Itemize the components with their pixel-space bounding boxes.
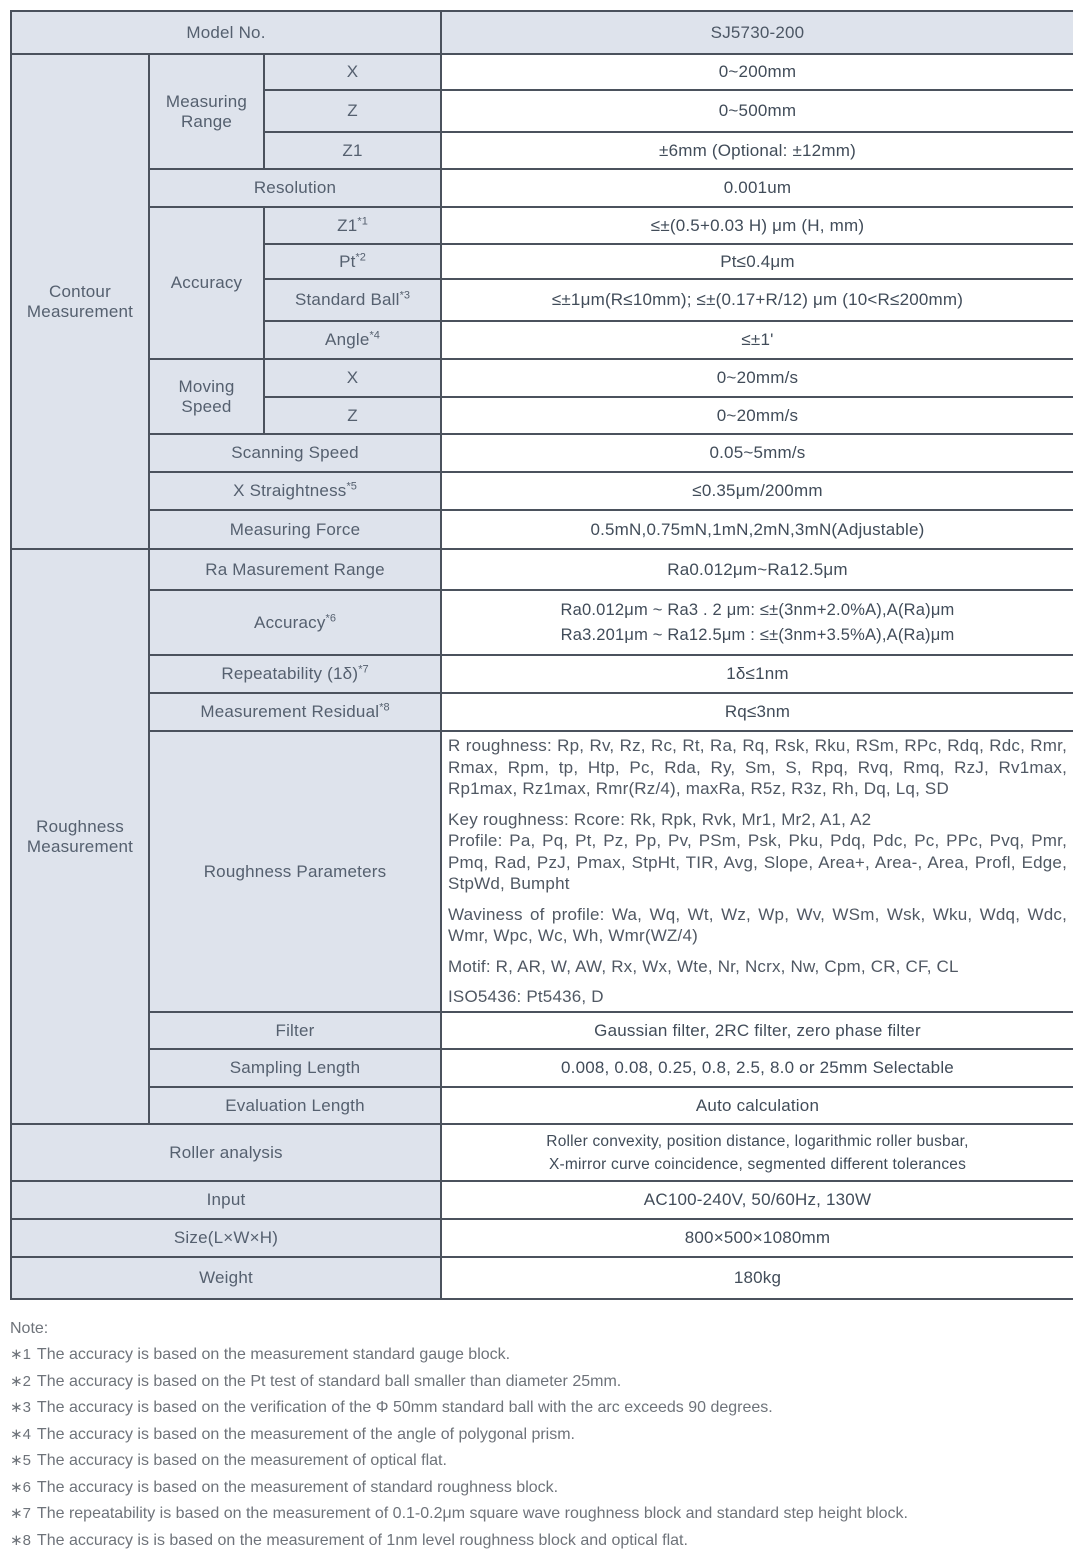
weight-label: Weight [11, 1257, 441, 1299]
accuracy-ball-value: ≤±1μm(R≤10mm); ≤±(0.17+R/12) μm (10<R≤200mm) [441, 279, 1073, 321]
row-resolution [11, 169, 1073, 207]
residual-label: Measurement Residual$^{*8}$ [149, 693, 441, 731]
note-marker-2: ∗2 [10, 1372, 31, 1390]
note-marker-5: ∗5 [10, 1452, 31, 1469]
evaluation-length-value: Auto calculation [441, 1087, 1073, 1124]
roughness-parameters-label: Roughness Parameters [149, 731, 441, 1012]
resolution-label: Resolution [149, 169, 441, 207]
accuracy-angle-value: ≤±1' [441, 321, 1073, 359]
sampling-length-label: Sampling Length [149, 1049, 441, 1087]
measuring-range-label: Measuring Range [149, 54, 264, 169]
row-moving-x [11, 359, 1073, 397]
row-residual [11, 693, 1073, 731]
footnote-ref-8: *8 [379, 701, 390, 714]
accuracy-angle-label: Angle$^{*4}$ [264, 321, 441, 359]
sampling-length-value: 0.008, 0.08, 0.25, 0.8, 2.5, 8.0 or 25mm Selectable [441, 1049, 1073, 1087]
param-group-profile: Profile: Pa, Pq, Pt, Pz, Pp, Pv, PSm, Psk, Pku, Pdq, Pdc, Pc, PPc, Pvq, Pmr, Pmq, Rad, PzJ, Pmax, StpHt, TIR, Avg, Slope, Area+, Area-, Area, Profl, Edge, StpWd, Bumpht [448, 831, 1067, 894]
note-text-1: The accuracy is based on the measurement standard gauge block. [36, 1346, 511, 1363]
ra-range-value: Ra0.012μm~Ra12.5μm [441, 549, 1073, 590]
row-x-straightness [11, 472, 1073, 510]
note-item-5 [10, 1448, 1070, 1475]
note-text-3: The accuracy is based on the verification of the Φ 50mm standard ball with the arc exceeds 90 degrees. [36, 1399, 773, 1416]
roller-analysis-value: Roller convexity, position distance, logarithmic roller busbar, X-mirror curve coincidence, segmented different tolerances [441, 1124, 1073, 1181]
note-marker-3: ∗3 [10, 1399, 31, 1416]
roller-analysis-label: Roller analysis [11, 1124, 441, 1181]
row-repeatability [11, 655, 1073, 693]
moving-z-label: Z [264, 397, 441, 434]
accuracy-ball-label: Standard Ball$^{*3}$ [264, 279, 441, 321]
repeatability-label: Repeatability (1δ)$^{*7}$ [149, 655, 441, 693]
roughness-accuracy-value: Ra0.012μm ~ Ra3 . 2 μm: ≤±(3nm+2.0%A),A(Ra)μm Ra3.201μm ~ Ra12.5μm : ≤±(3nm+3.5%A),A(Ra)μm [441, 590, 1073, 655]
measuring-force-label: Measuring Force [149, 510, 441, 549]
row-weight [11, 1257, 1073, 1299]
x-straightness-label: X Straightness$^{*5}$ [149, 472, 441, 510]
row-accuracy-z1 [11, 207, 1073, 244]
row-scanning-speed [11, 434, 1073, 472]
range-z-value: 0~500mm [441, 90, 1073, 132]
row-roller-analysis [11, 1124, 1073, 1181]
row-model [11, 11, 1073, 54]
model-label: Model No. [11, 11, 441, 54]
note-marker-8: ∗8 [10, 1531, 31, 1549]
note-item-8 [10, 1528, 1070, 1555]
size-label: Size(L×W×H) [11, 1219, 441, 1257]
note-text-8: The accuracy is is based on the measurement of 1nm level roughness block and optical flat. [36, 1531, 688, 1549]
roughness-accuracy-label: Accuracy$^{*6}$ [149, 590, 441, 655]
row-ra-range [11, 549, 1073, 590]
roughness-parameters-value [441, 731, 1073, 1012]
note-item-2 [10, 1369, 1070, 1396]
footnote-ref-6: *6 [325, 611, 336, 624]
moving-speed-label: Moving Speed [149, 359, 264, 434]
footnote-ref-4: *4 [369, 329, 380, 342]
footnote-ref-7: *7 [358, 663, 369, 676]
note-item-6 [10, 1475, 1070, 1502]
row-input [11, 1181, 1073, 1219]
evaluation-length-label: Evaluation Length [149, 1087, 441, 1124]
range-z1-value: ±6mm (Optional: ±12mm) [441, 132, 1073, 169]
row-measuring-force [11, 510, 1073, 549]
note-text-7: The repeatability is based on the measurement of 0.1-0.2μm square wave roughness block and standard step height block. [36, 1505, 908, 1522]
accuracy-z1-value: ≤±(0.5+0.03 H) μm (H, mm) [441, 207, 1073, 244]
accuracy-z1-label: Z1$^{*1}$ [264, 207, 441, 244]
moving-z-value: 0~20mm/s [441, 397, 1073, 434]
range-z-label: Z [264, 90, 441, 132]
note-text-2: The accuracy is based on the Pt test of standard ball smaller than diameter 25mm. [36, 1372, 622, 1390]
footnote-ref-1: *1 [357, 214, 368, 227]
footnote-ref-2: *2 [355, 250, 366, 263]
measuring-force-value: 0.5mN,0.75mN,1mN,2mN,3mN(Adjustable) [441, 510, 1073, 549]
scanning-speed-value: 0.05~5mm/s [441, 434, 1073, 472]
note-marker-4: ∗4 [10, 1425, 31, 1443]
model-value: SJ5730-200 [441, 11, 1073, 54]
range-x-label: X [264, 54, 441, 90]
param-group-iso5436: ISO5436: Pt5436, D [448, 987, 604, 1007]
residual-value: Rq≤3nm [441, 693, 1073, 731]
repeatability-value: 1δ≤1nm [441, 655, 1073, 693]
row-range-x [11, 54, 1073, 90]
accuracy-label: Accuracy [149, 207, 264, 359]
note-marker-1: ∗1 [10, 1346, 31, 1363]
row-sampling-length [11, 1049, 1073, 1087]
moving-x-label: X [264, 359, 441, 397]
param-group-r-roughness: R roughness: Rp, Rv, Rz, Rc, Rt, Ra, Rq, Rsk, Rku, RSm, RPc, Rdq, Rdc, Rmr, Rmax, Rpm, tp, Htp, Pc, Rda, Ry, Sm, S, Rpq, Rvq, Rmq, RzJ, Rv1max, Rp1max, Rz1max, Rmr(Rz/4), maxRa, R5z, R3z, Rh, Dq, Lq, SD [448, 736, 1067, 799]
filter-label: Filter [149, 1012, 441, 1049]
row-roughness-parameters [11, 731, 1073, 1012]
row-size [11, 1219, 1073, 1257]
param-group-key-roughness: Key roughness: Rcore: Rk, Rpk, Rvk, Mr1, Mr2, A1, A2 [448, 809, 872, 829]
param-group-waviness: Waviness of profile: Wa, Wq, Wt, Wz, Wp, Wv, WSm, Wsk, Wku, Wdq, Wdc, Wmr, Wpc, Wc, Wh, Wmr(WZ/4) [448, 904, 1067, 946]
specification-table [10, 10, 1073, 1300]
footnote-ref-5: *5 [346, 480, 357, 493]
accuracy-pt-label: Pt$^{*2}$ [264, 244, 441, 279]
weight-value: 180kg [441, 1257, 1073, 1299]
row-roughness-accuracy [11, 590, 1073, 655]
range-z1-label: Z1 [264, 132, 441, 169]
note-text-6: The accuracy is based on the measurement of standard roughness block. [36, 1478, 559, 1496]
x-straightness-value: ≤0.35μm/200mm [441, 472, 1073, 510]
ra-range-label: Ra Masurement Range [149, 549, 441, 590]
row-filter [11, 1012, 1073, 1049]
filter-value: Gaussian filter, 2RC filter, zero phase filter [441, 1012, 1073, 1049]
note-item-7 [10, 1501, 1070, 1528]
param-group-motif: Motif: R, AR, W, AW, Rx, Wx, Wte, Nr, Ncrx, Nw, Cpm, CR, CF, CL [448, 956, 959, 976]
note-item-4 [10, 1422, 1070, 1449]
note-marker-7: ∗7 [10, 1505, 31, 1522]
size-value: 800×500×1080mm [441, 1219, 1073, 1257]
scanning-speed-label: Scanning Speed [149, 434, 441, 472]
note-marker-6: ∗6 [10, 1478, 31, 1496]
notes-title: Note: [10, 1320, 49, 1337]
note-item-1 [10, 1342, 1070, 1369]
row-evaluation-length [11, 1087, 1073, 1124]
contour-section-label: Contour Measurement [11, 54, 149, 549]
range-x-value: 0~200mm [441, 54, 1073, 90]
note-text-5: The accuracy is based on the measurement of optical flat. [36, 1452, 447, 1469]
accuracy-pt-value: Pt≤0.4μm [441, 244, 1073, 279]
input-label: Input [11, 1181, 441, 1219]
note-text-4: The accuracy is based on the measurement of the angle of polygonal prism. [36, 1425, 575, 1443]
footnote-ref-3: *3 [399, 289, 411, 302]
resolution-value: 0.001um [441, 169, 1073, 207]
roughness-section-label: Roughness Measurement [11, 549, 149, 1124]
note-item-3 [10, 1395, 1070, 1422]
moving-x-value: 0~20mm/s [441, 359, 1073, 397]
notes-section [0, 1300, 1082, 1568]
input-value: AC100-240V, 50/60Hz, 130W [441, 1181, 1073, 1219]
